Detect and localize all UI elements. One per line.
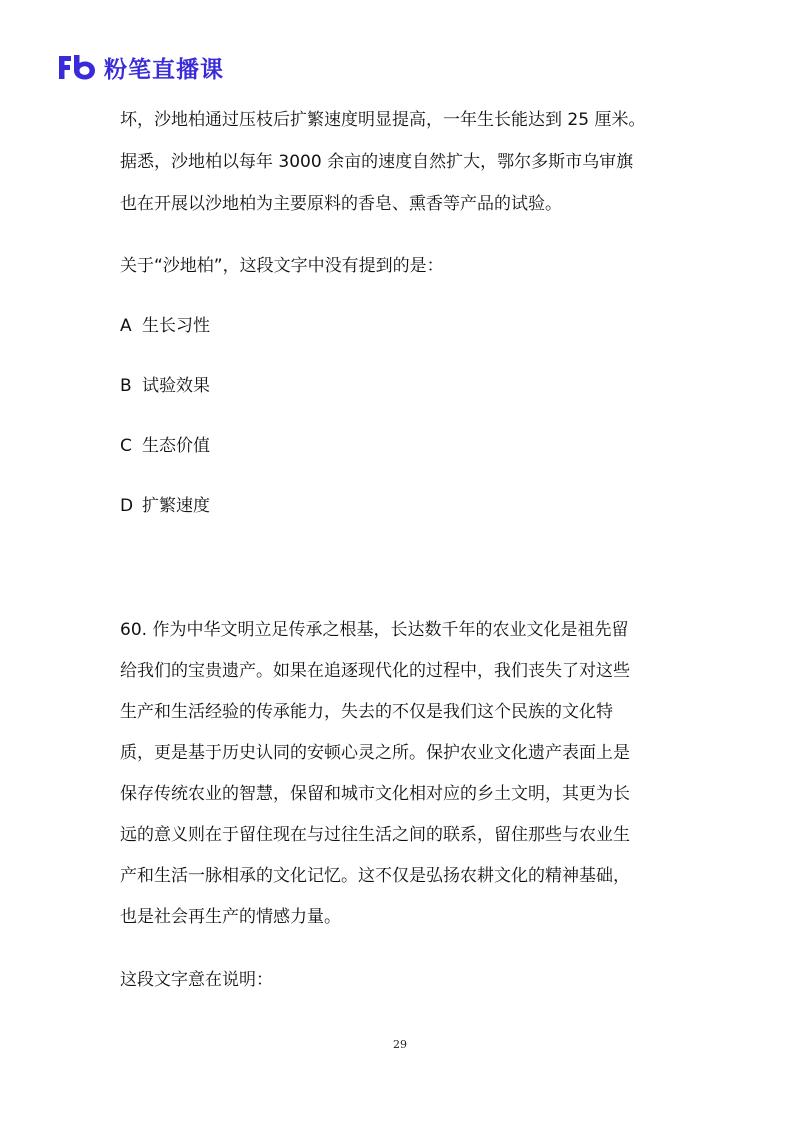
option-letter: C (120, 436, 132, 456)
passage-line: 据悉，沙地柏以每年 3000 余亩的速度自然扩大，鄂尔多斯市乌审旗 (120, 152, 634, 172)
option-text: 试验效果 (142, 376, 210, 396)
fb-logo-icon (56, 52, 98, 82)
option-a (120, 316, 210, 336)
question-60-line: 生产和生活经验的传承能力，失去的不仅是我们这个民族的文化特 (120, 702, 613, 722)
brand-name: 粉笔直播课 (104, 56, 224, 83)
question-60-line: 也是社会再生产的情感力量。 (120, 907, 341, 927)
option-c (120, 436, 210, 456)
option-text: 扩繁速度 (142, 496, 210, 516)
question-stem: 关于“沙地柏”，这段文字中没有提到的是： (120, 256, 444, 276)
question-60-line: 60. 作为中华文明立足传承之根基，长达数千年的农业文化是祖先留 (120, 620, 629, 640)
option-text: 生长习性 (142, 316, 210, 336)
question-60-line: 保存传统农业的智慧，保留和城市文化相对应的乡土文明，其更为长 (120, 784, 630, 804)
passage-line: 坏，沙地柏通过压枝后扩繁速度明显提高，一年生长能达到 25 厘米。 (120, 110, 646, 130)
header (56, 50, 224, 84)
question-60-prompt: 这段文字意在说明： (120, 970, 273, 990)
passage-line: 也在开展以沙地柏为主要原料的香皂、熏香等产品的试验。 (120, 194, 562, 214)
page-number: 29 (393, 1038, 407, 1051)
option-letter: A (120, 316, 132, 336)
option-letter: D (120, 496, 134, 516)
option-text: 生态价值 (142, 436, 210, 456)
option-b (120, 376, 210, 396)
question-60-line: 质，更是基于历史认同的安顿心灵之所。保护农业文化遗产表面上是 (120, 743, 630, 763)
option-d (120, 496, 210, 516)
option-letter: B (120, 376, 132, 396)
question-60-line: 远的意义则在于留住现在与过往生活之间的联系，留住那些与农业生 (120, 825, 630, 845)
question-60-line: 产和生活一脉相承的文化记忆。这不仅是弘扬农耕文化的精神基础， (120, 866, 630, 886)
question-60-line: 给我们的宝贵遗产。如果在追逐现代化的过程中，我们丧失了对这些 (120, 661, 630, 681)
